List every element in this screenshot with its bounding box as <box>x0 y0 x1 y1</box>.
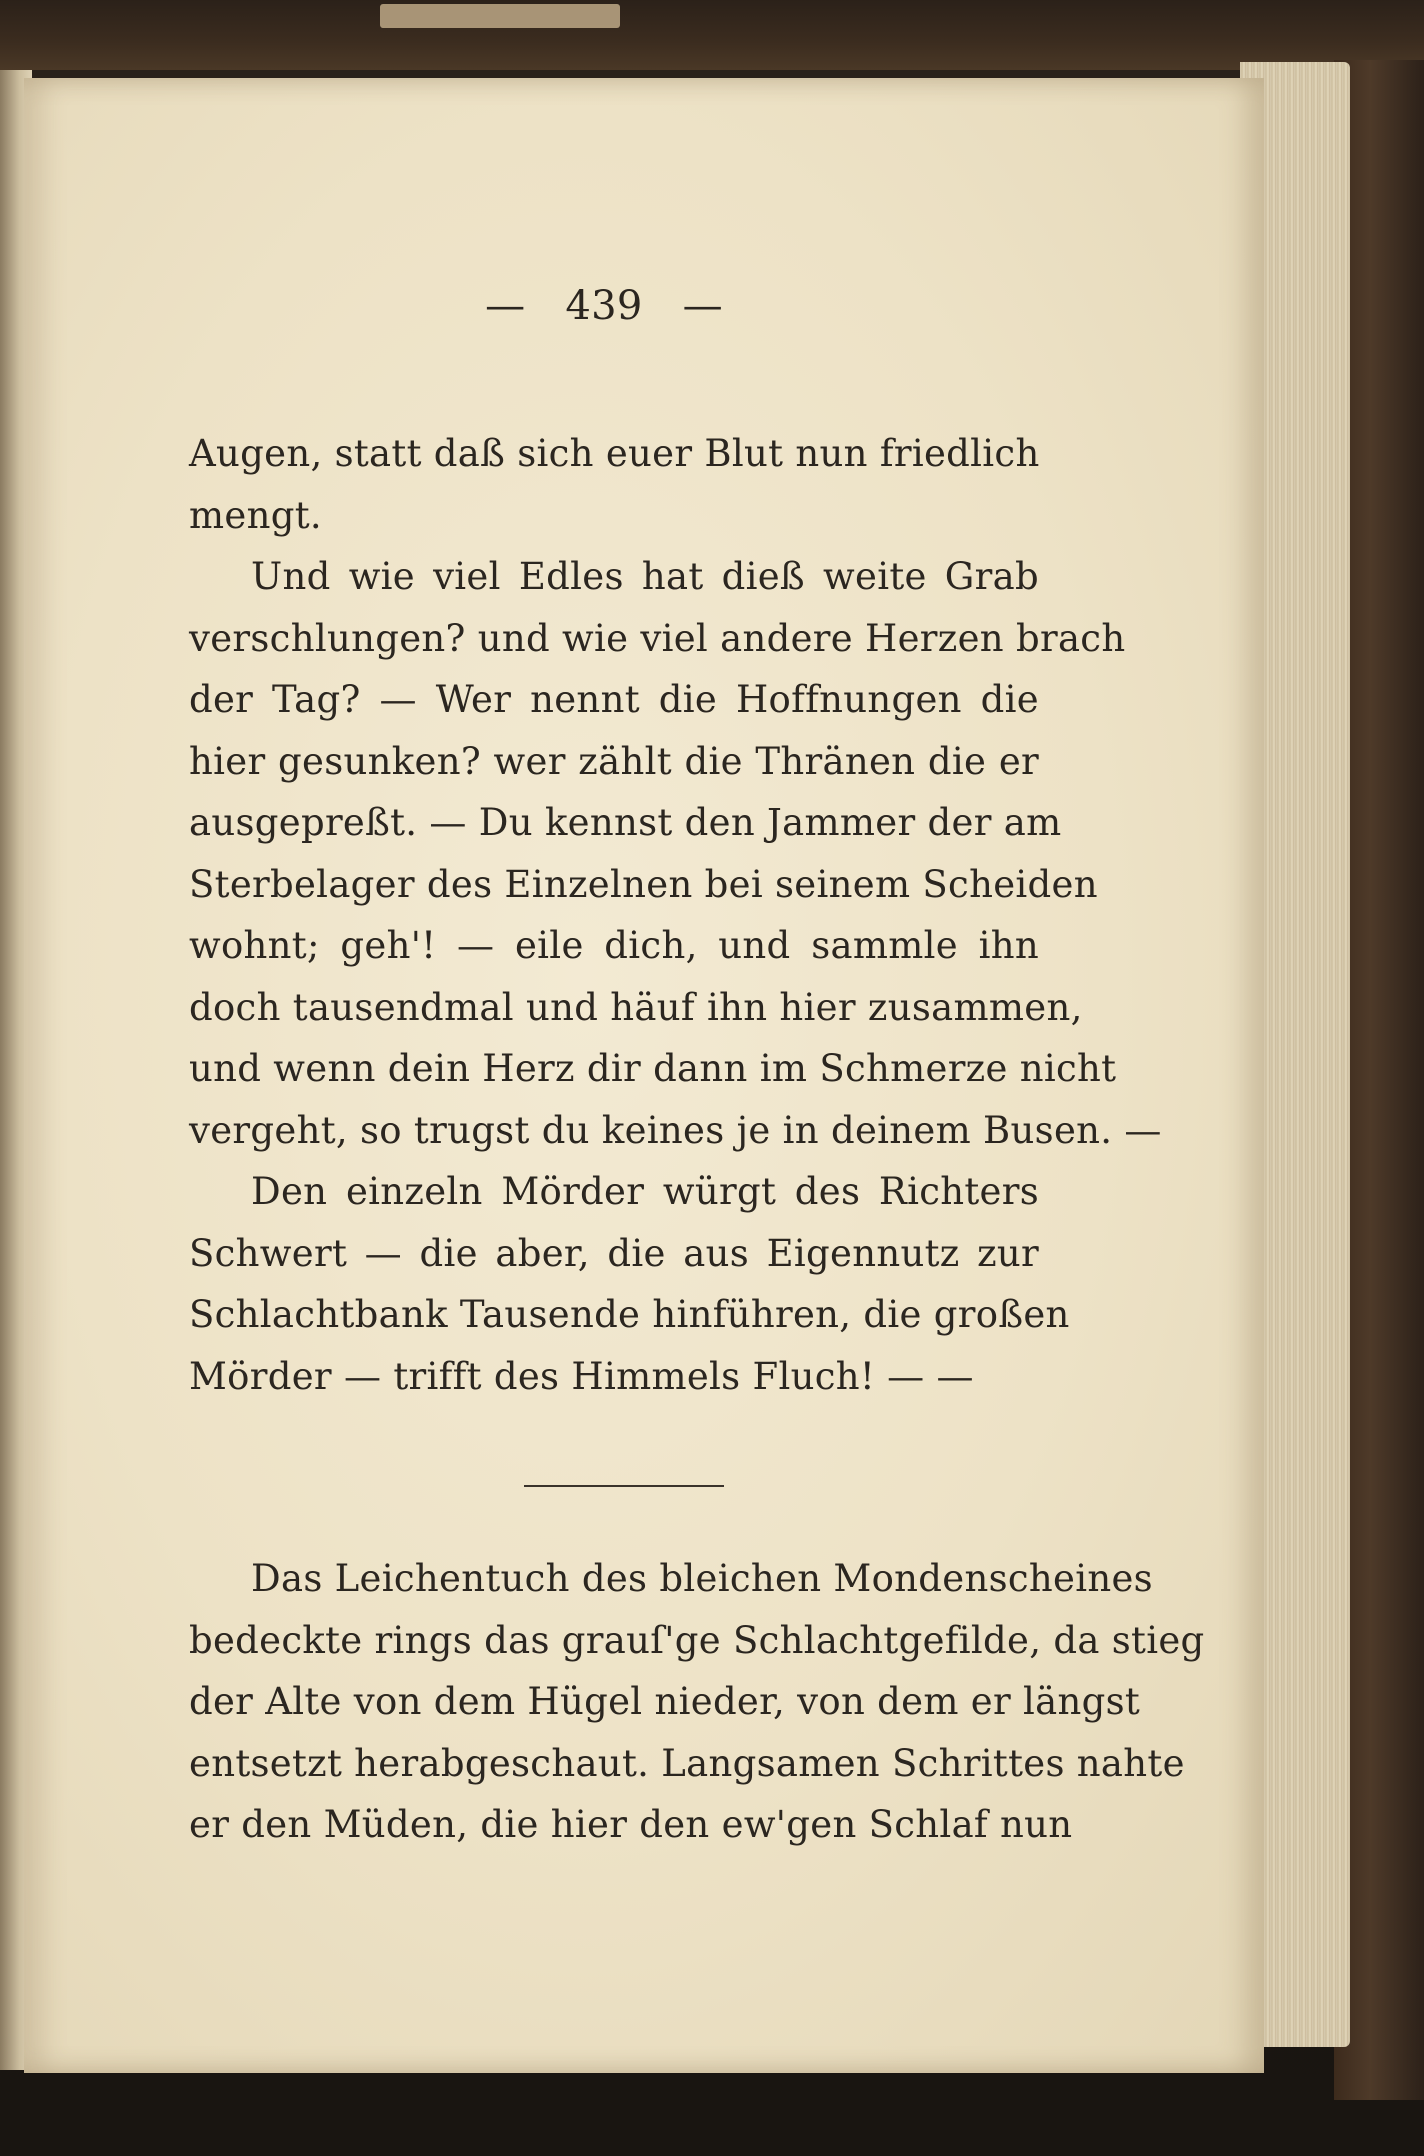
book-cover-top <box>0 0 1424 70</box>
text-line: entsetzt herabgeschaut. Langsamen Schrittes nahte <box>189 1741 1185 1785</box>
text-line: Schlachtbank Tausende hinführen, die großen <box>189 1293 1070 1336</box>
torn-spine-label <box>380 4 620 28</box>
text-line: Augen, statt daß sich euer Blut nun friedlich <box>189 432 1040 475</box>
text-line: mengt. <box>189 493 322 537</box>
page-number-header <box>24 283 1184 329</box>
text-line: hier gesunken? wer zählt die Thränen die er <box>189 739 1039 783</box>
text-line: wohnt; geh'! — eile dich, und sammle ihn <box>189 924 1039 967</box>
text-line: er den Müden, die hier den ew'gen Schlaf nun <box>189 1803 1073 1846</box>
text-line: Das Leichentuch des bleichen Mondenscheines <box>251 1557 1153 1600</box>
text-line: doch tausendmal und häuf ihn hier zusammen, <box>189 985 1083 1029</box>
text-line: verschlungen? und wie viel andere Herzen brach <box>189 616 1126 660</box>
text-line: der Alte von dem Hügel nieder, von dem er längst <box>189 1680 1141 1723</box>
book-page <box>24 78 1264 2073</box>
page-number-dash-left: — <box>485 283 526 329</box>
text-line: ausgepreßt. — Du kennst den Jammer der am <box>189 801 1062 844</box>
page-number-dash-right: — <box>682 283 723 329</box>
text-block-bottom <box>189 1548 1205 1856</box>
text-line: Und wie viel Edles hat dieß weite Grab <box>251 555 1039 598</box>
text-line: vergeht, so trugst du keines je in deinem Busen. — <box>189 1108 1162 1152</box>
text-line: Den einzeln Mörder würgt des Richters <box>251 1170 1039 1213</box>
text-line: Mörder — trifft des Himmels Fluch! — — <box>189 1354 974 1398</box>
text-line: Sterbelager des Einzelnen bei seinem Scheiden <box>189 862 1098 906</box>
section-divider <box>524 1485 724 1487</box>
text-line: bedeckte rings das grauſ'ge Schlachtgefilde, da stieg <box>189 1618 1205 1662</box>
page-number: 439 <box>565 283 643 329</box>
text-block-top <box>189 423 1162 1407</box>
text-line: und wenn dein Herz dir dann im Schmerze nicht <box>189 1047 1117 1090</box>
text-line: der Tag? — Wer nennt die Hoffnungen die <box>189 678 1039 721</box>
text-line: Schwert — die aber, die aus Eigennutz zur <box>189 1231 1039 1275</box>
